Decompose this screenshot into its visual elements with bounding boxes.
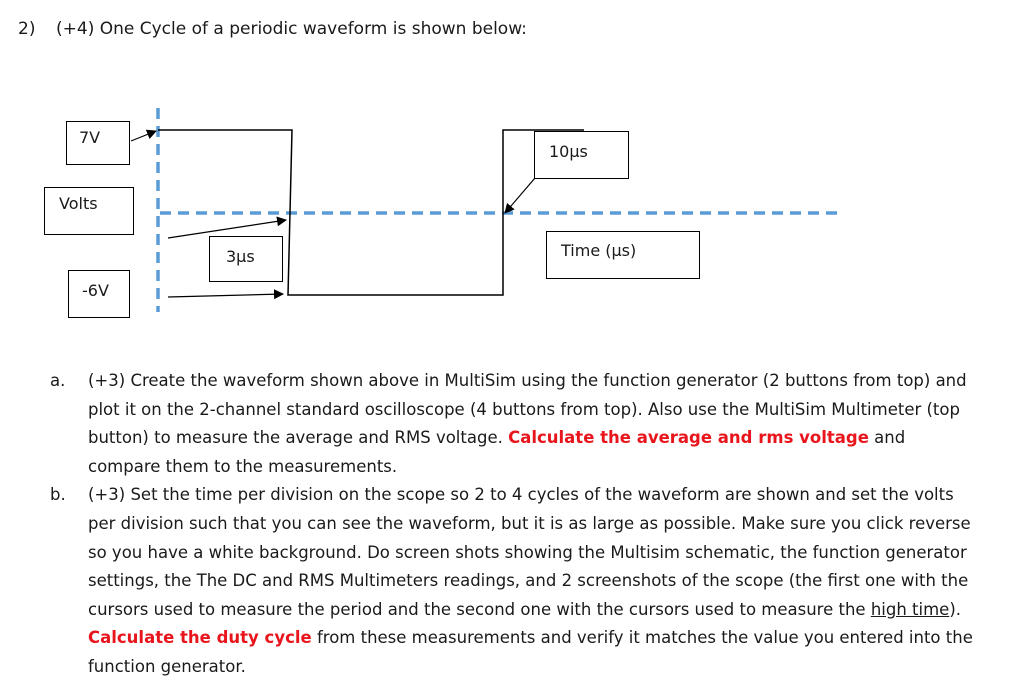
question-number: 2)	[18, 19, 36, 39]
part-b-emphasis: Calculate the duty cycle	[88, 628, 312, 648]
part-a-text: (+3) Create the waveform shown above in MultiSim using the function generator (2 buttons from top) and plot it on the 2-channel standard oscilloscope (4 buttons from top). Also use the MultiSim Multimeter (top button) to measure the average and RMS voltage.	[88, 371, 967, 448]
arrow-3us-bottom	[168, 294, 283, 297]
part-b-marker: b.	[50, 485, 66, 505]
question-parts	[50, 367, 980, 682]
part-a-marker: a.	[50, 371, 66, 390]
arrow-10us	[505, 178, 535, 213]
label-3us: 3µs	[209, 236, 283, 282]
part-b-text: (+3) Set the time per division on the scope so 2 to 4 cycles of the waveform are shown and set the volts per division such that you can see the waveform, but it is as large as possible. Make sure you click reverse so you have a white background. Do screen shots showing the Multisim schematic, the function generator settings, the The DC and RMS Multimeters readings, and 2 screenshots of the scope (the first one with the cursors used to measure the period and the second one with the cursors used to measure the	[88, 485, 971, 619]
part-b-text-mid: ).	[949, 599, 962, 619]
part-b-text-end: from these measurements and verify it matches the value you entered into the function generator.	[88, 628, 973, 676]
part-b-body	[88, 481, 980, 681]
question-text: (+4) One Cycle of a periodic waveform is shown below:	[56, 19, 527, 39]
part-b	[50, 481, 980, 681]
part-a-emphasis: Calculate the average and rms voltage	[508, 428, 869, 448]
part-a-text-end: and compare them to the measurements.	[88, 428, 906, 476]
label-time-axis: Time (µs)	[546, 231, 700, 279]
part-a	[50, 367, 980, 481]
label-7v: 7V	[66, 121, 130, 165]
arrow-7v	[131, 131, 156, 141]
label-volts: Volts	[44, 187, 134, 235]
label-10us: 10µs	[534, 131, 629, 179]
label-neg6v: -6V	[68, 270, 130, 318]
part-b-underlined: high time	[870, 599, 950, 619]
part-a-body	[88, 367, 980, 481]
